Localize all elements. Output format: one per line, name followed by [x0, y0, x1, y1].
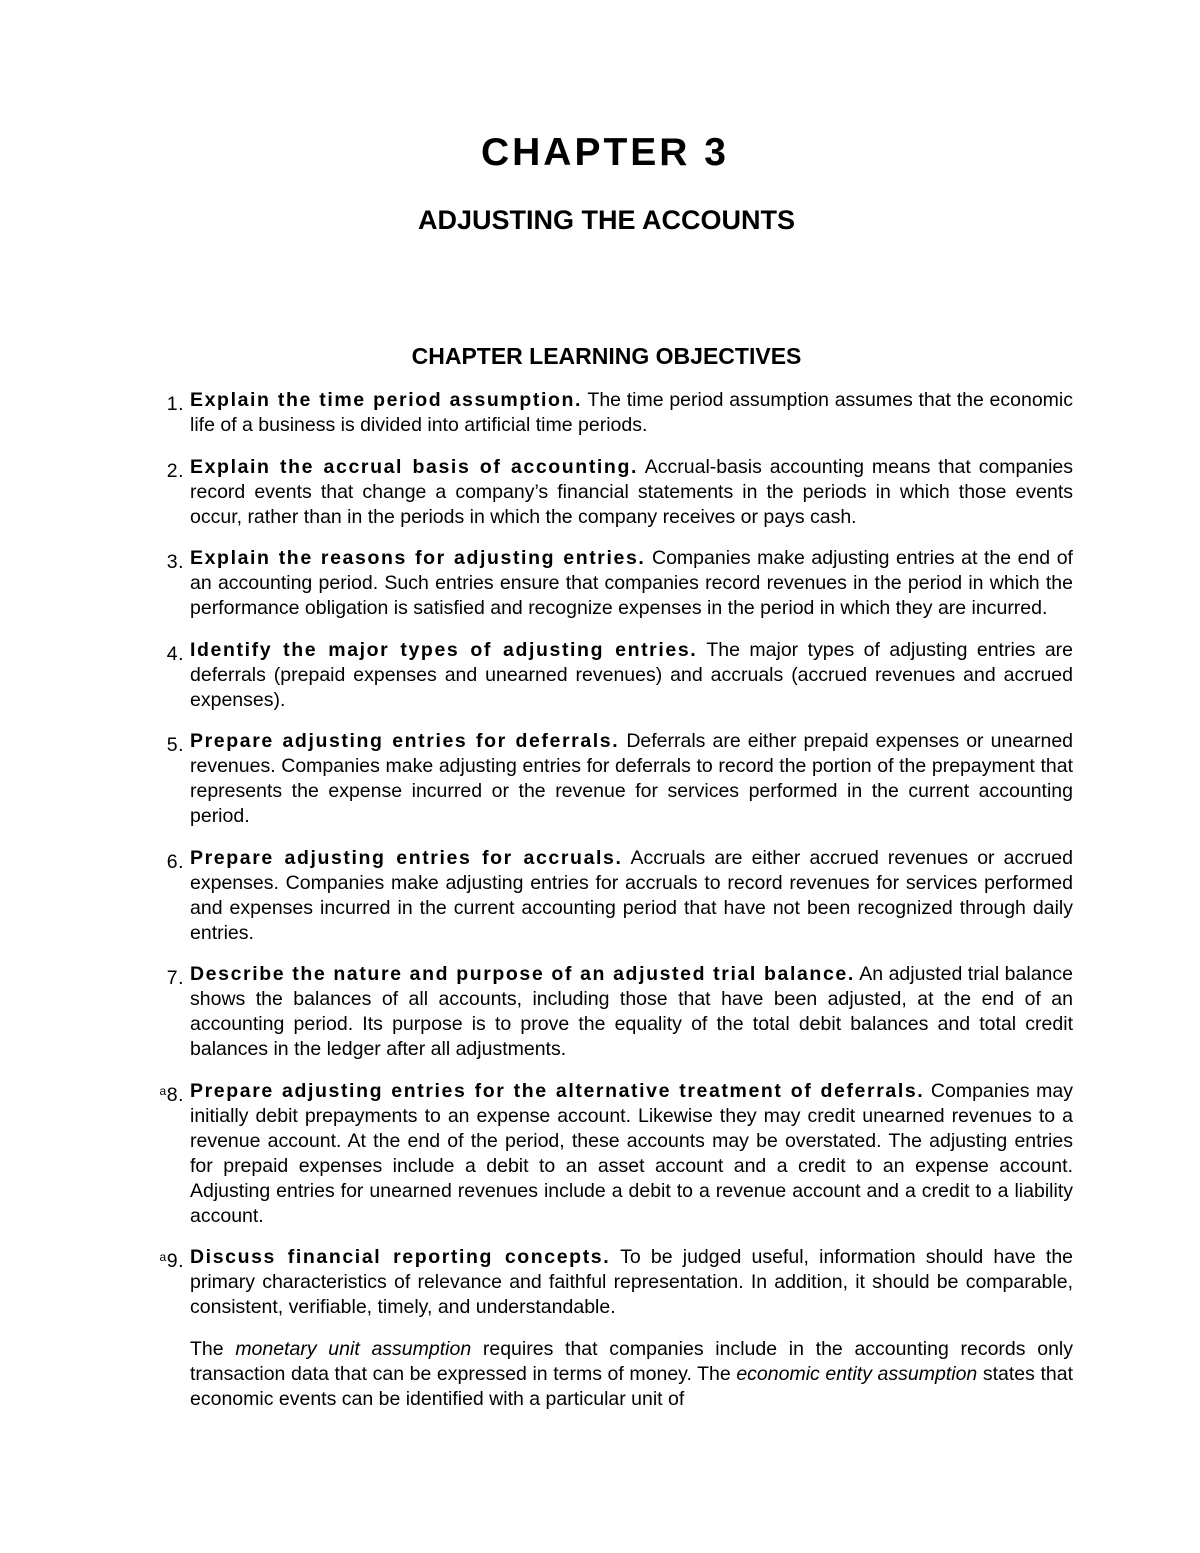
economic-entity-term: economic entity assumption: [736, 1362, 978, 1385]
objective-body: To be judged useful, information should have the primary characteristics of relevance and faithful representation. In addition, it should be comparable, consistent, verifiable, timely, and understandable.: [190, 1246, 1074, 1318]
objective-text: [190, 729, 1073, 829]
objective-heading: Prepare adjusting entries for deferrals.: [190, 730, 620, 752]
objective-number: 1.: [166, 393, 184, 415]
objective-item: [0, 1079, 1200, 1229]
objective-number: 7.: [166, 967, 184, 989]
objective-heading: Describe the nature and purpose of an adjusted trial balance.: [190, 963, 855, 985]
objective-item: [0, 962, 1200, 1062]
objective-body: The major types of adjusting entries are deferrals (prepaid expenses and unearned revenues) and accruals (accrued revenues and accrued expenses).: [190, 638, 1074, 711]
objective-number: $^a$8.: [159, 1083, 184, 1106]
objective-number: $^a$9.: [159, 1250, 184, 1272]
objective-heading: Explain the accrual basis of accounting.: [190, 455, 638, 478]
objective-number: 2.: [166, 459, 184, 482]
objective-heading: Explain the reasons for adjusting entries.: [190, 547, 646, 569]
objective-body: Deferrals are either prepaid expenses or unearned revenues. Companies make adjusting entries for deferrals to record the portion of the prepayment that represents the expense incurred or the revenue for services performed in the current accounting period.: [190, 730, 1074, 827]
objective-text: [190, 962, 1073, 1062]
objective-item: [0, 638, 1200, 713]
objective-item: [0, 455, 1200, 530]
objectives-list: [0, 388, 1200, 1431]
objective-item: [0, 846, 1200, 946]
objective-body: An adjusted trial balance shows the balances of all accounts, including those that have been adjusted, at the end of an accounting period. Its purpose is to prove the equality of the total debit balances and total credit balances in the ledger after all adjustments.: [190, 963, 1073, 1060]
closing-paragraph: The monetary unit assumption requires that companies include in the accounting records only transaction data that can be expressed in terms of money. The economic entity assumption states that economic events can be identified with a particular unit of: [190, 1337, 1073, 1410]
objective-heading: Identify the major types of adjusting entries.: [190, 638, 698, 661]
monetary-unit-term: monetary unit assumption: [235, 1337, 472, 1360]
objective-heading: Explain the time period assumption.: [190, 389, 583, 411]
objective-text: [190, 846, 1073, 946]
objective-heading: Prepare adjusting entries for the alternative treatment of deferrals.: [190, 1079, 925, 1102]
objective-body: Accruals are either accrued revenues or accrued expenses. Companies make adjusting entries for accruals to record revenues for services performed and expenses incurred in the current accounting period that have not been recognized through daily entries.: [190, 846, 1073, 944]
objective-body: Accrual-basis accounting means that companies record events that change a company’s financial statements in the periods in which those events occur, rather than in the periods in which the company receives or pays cash.: [190, 455, 1073, 528]
objective-number: 3.: [166, 551, 184, 573]
objective-number: 6.: [166, 850, 184, 873]
objective-heading: Prepare adjusting entries for accruals.: [190, 846, 623, 869]
objective-body: Companies may initially debit prepayments to an expense account. Likewise they may credit unearned revenues to a revenue account. At the end of the period, these accounts may be overstated. The adjusting entries for prepaid expenses include a debit to an asset account and a credit to an expense account. Adjusting entries for unearned revenues include a debit to a revenue account and a credit to a liability account.: [190, 1079, 1073, 1227]
objective-item: [0, 388, 1200, 438]
objective-text: [190, 638, 1073, 713]
objective-item: [0, 546, 1200, 621]
objective-text: [190, 1079, 1073, 1229]
objective-body: Companies make adjusting entries at the end of an accounting period. Such entries ensure that companies record revenues in the period in which the performance obligation is satisfied and recognize expenses in the period in which they are incurred.: [190, 547, 1073, 619]
chapter-subtitle: ADJUSTING THE ACCOUNTS: [417, 205, 795, 235]
section-heading: CHAPTER LEARNING OBJECTIVES: [411, 343, 802, 369]
objective-text: [190, 388, 1073, 438]
objective-item: [0, 729, 1200, 829]
objective-number: 5.: [166, 734, 184, 756]
objective-body: The time period assumption assumes that the economic life of a business is divided into artificial time periods.: [190, 389, 1073, 436]
objective-number: 4.: [166, 642, 184, 665]
objective-text: [190, 455, 1073, 530]
objective-text: [190, 1245, 1073, 1320]
objective-text: [190, 546, 1073, 621]
objective-heading: Discuss financial reporting concepts.: [190, 1246, 611, 1268]
chapter-title: CHAPTER 3: [480, 131, 730, 174]
objective-item: [0, 1245, 1200, 1320]
